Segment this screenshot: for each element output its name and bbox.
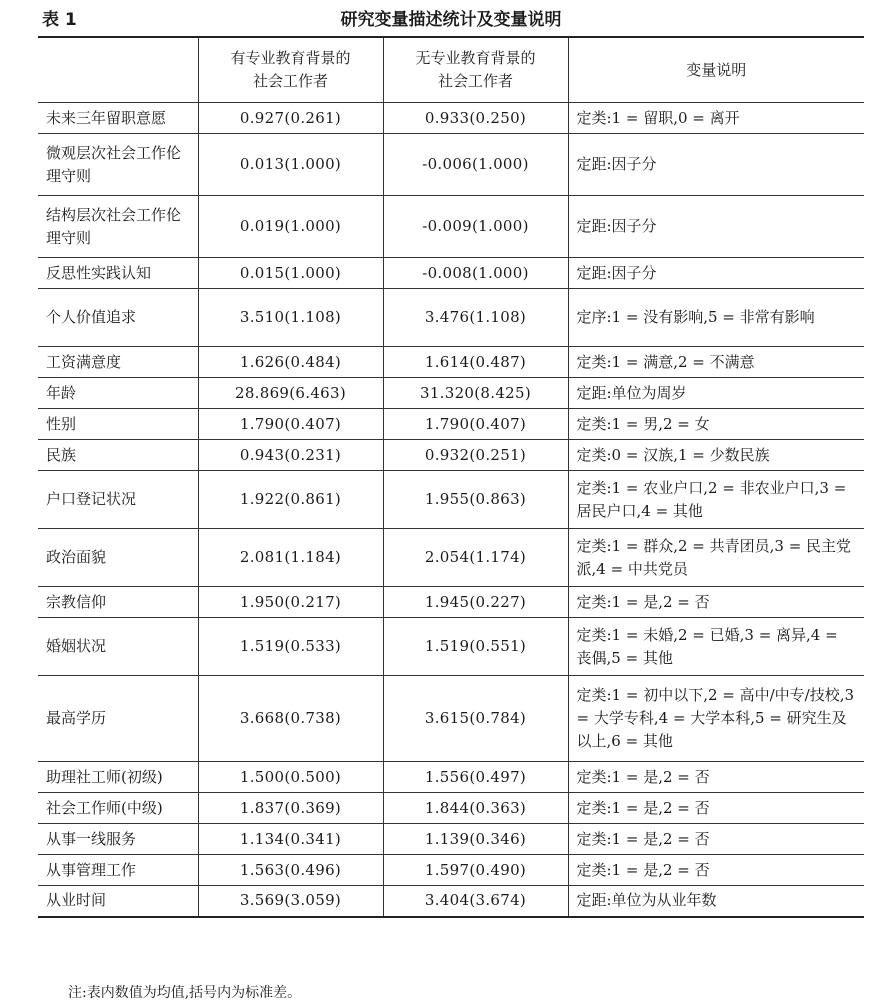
- without-background-value-cell: -0.006(1.000): [383, 134, 568, 196]
- with-background-value-cell: 1.500(0.500): [198, 762, 383, 793]
- variable-name-cell: 反思性实践认知: [38, 258, 198, 289]
- table-header-row: [38, 37, 864, 103]
- table-row: [38, 103, 864, 134]
- variable-description-cell: 定类:1 = 是,2 = 否: [568, 587, 864, 618]
- with-background-value-cell: 1.950(0.217): [198, 587, 383, 618]
- with-background-value-cell: 0.943(0.231): [198, 440, 383, 471]
- variable-description-cell: 定距:因子分: [568, 196, 864, 258]
- table-row: [38, 289, 864, 347]
- variable-name-cell: 宗教信仰: [38, 587, 198, 618]
- without-background-value-cell: 31.320(8.425): [383, 378, 568, 409]
- without-background-value-cell: 1.945(0.227): [383, 587, 568, 618]
- table-row: [38, 378, 864, 409]
- variable-description-cell: 定类:0 = 汉族,1 = 少数民族: [568, 440, 864, 471]
- with-background-value-cell: 2.081(1.184): [198, 529, 383, 587]
- with-background-value-cell: 1.134(0.341): [198, 824, 383, 855]
- variable-name-cell: 最高学历: [38, 676, 198, 762]
- variable-description-cell: 定类:1 = 是,2 = 否: [568, 793, 864, 824]
- table-row: [38, 134, 864, 196]
- without-background-value-cell: 1.844(0.363): [383, 793, 568, 824]
- variable-name-cell: 性别: [38, 409, 198, 440]
- without-background-value-cell: -0.009(1.000): [383, 196, 568, 258]
- table-title: 研究变量描述统计及变量说明: [340, 10, 562, 30]
- variable-description-cell: 定类:1 = 群众,2 = 共青团员,3 = 民主党派,4 = 中共党员: [568, 529, 864, 587]
- header-variable: [38, 37, 198, 103]
- with-background-value-cell: 0.019(1.000): [198, 196, 383, 258]
- table-row: [38, 793, 864, 824]
- variable-description-cell: 定类:1 = 满意,2 = 不满意: [568, 347, 864, 378]
- table-row: [38, 440, 864, 471]
- variable-name-cell: 社会工作师(中级): [38, 793, 198, 824]
- variable-description-cell: 定类:1 = 是,2 = 否: [568, 824, 864, 855]
- table-caption: [38, 8, 864, 34]
- table-row: [38, 258, 864, 289]
- without-background-value-cell: 0.932(0.251): [383, 440, 568, 471]
- variable-description-cell: 定距:单位为周岁: [568, 378, 864, 409]
- variable-name-cell: 工资满意度: [38, 347, 198, 378]
- with-background-value-cell: 0.927(0.261): [198, 103, 383, 134]
- with-background-value-cell: 28.869(6.463): [198, 378, 383, 409]
- without-background-value-cell: 1.597(0.490): [383, 855, 568, 886]
- with-background-value-cell: 1.626(0.484): [198, 347, 383, 378]
- header-with-background-line1: 有专业教育背景的: [230, 49, 351, 67]
- header-without-background-line1: 无专业教育背景的: [415, 49, 536, 67]
- variable-description-cell: 定距:因子分: [568, 258, 864, 289]
- table-row: [38, 886, 864, 917]
- header-with-background-line2: 社会工作者: [252, 72, 328, 90]
- variable-description-cell: 定类:1 = 男,2 = 女: [568, 409, 864, 440]
- table-row: [38, 529, 864, 587]
- with-background-value-cell: 3.510(1.108): [198, 289, 383, 347]
- without-background-value-cell: 3.615(0.784): [383, 676, 568, 762]
- table-row: [38, 676, 864, 762]
- variable-name-cell: 年龄: [38, 378, 198, 409]
- variable-name-cell: 助理社工师(初级): [38, 762, 198, 793]
- without-background-value-cell: 1.790(0.407): [383, 409, 568, 440]
- without-background-value-cell: 1.556(0.497): [383, 762, 568, 793]
- table-number: 表 1: [42, 10, 77, 30]
- with-background-value-cell: 3.569(3.059): [198, 886, 383, 917]
- header-with-background: [198, 37, 383, 103]
- table-row: [38, 855, 864, 886]
- variable-name-cell: 个人价值追求: [38, 289, 198, 347]
- statistics-table: [38, 36, 864, 918]
- table-row: [38, 471, 864, 529]
- without-background-value-cell: 1.955(0.863): [383, 471, 568, 529]
- header-description: 变量说明: [568, 37, 864, 103]
- with-background-value-cell: 0.015(1.000): [198, 258, 383, 289]
- variable-name-cell: 婚姻状况: [38, 618, 198, 676]
- variable-description-cell: 定类:1 = 初中以下,2 = 高中/中专/技校,3 = 大学专科,4 = 大学本科,5 = 研究生及以上,6 = 其他: [568, 676, 864, 762]
- variable-description-cell: 定序:1 = 没有影响,5 = 非常有影响: [568, 289, 864, 347]
- without-background-value-cell: 1.614(0.487): [383, 347, 568, 378]
- variable-name-cell: 政治面貌: [38, 529, 198, 587]
- without-background-value-cell: 0.933(0.250): [383, 103, 568, 134]
- variable-name-cell: 微观层次社会工作伦理守则: [38, 134, 198, 196]
- table-row: [38, 409, 864, 440]
- header-without-background-line2: 社会工作者: [437, 72, 513, 90]
- table-note: 注:表内数值为均值,括号内为标准差。: [68, 985, 302, 1001]
- without-background-value-cell: 1.519(0.551): [383, 618, 568, 676]
- variable-description-cell: 定类:1 = 是,2 = 否: [568, 762, 864, 793]
- with-background-value-cell: 3.668(0.738): [198, 676, 383, 762]
- without-background-value-cell: 3.476(1.108): [383, 289, 568, 347]
- variable-description-cell: 定距:单位为从业年数: [568, 886, 864, 917]
- variable-description-cell: 定距:因子分: [568, 134, 864, 196]
- without-background-value-cell: 3.404(3.674): [383, 886, 568, 917]
- variable-name-cell: 户口登记状况: [38, 471, 198, 529]
- table-row: [38, 196, 864, 258]
- variable-description-cell: 定类:1 = 留职,0 = 离开: [568, 103, 864, 134]
- variable-description-cell: 定类:1 = 农业户口,2 = 非农业户口,3 = 居民户口,4 = 其他: [568, 471, 864, 529]
- variable-name-cell: 结构层次社会工作伦理守则: [38, 196, 198, 258]
- variable-name-cell: 民族: [38, 440, 198, 471]
- with-background-value-cell: 1.563(0.496): [198, 855, 383, 886]
- with-background-value-cell: 1.922(0.861): [198, 471, 383, 529]
- variable-description-cell: 定类:1 = 未婚,2 = 已婚,3 = 离异,4 = 丧偶,5 = 其他: [568, 618, 864, 676]
- variable-name-cell: 未来三年留职意愿: [38, 103, 198, 134]
- with-background-value-cell: 1.790(0.407): [198, 409, 383, 440]
- table-row: [38, 762, 864, 793]
- variable-name-cell: 从业时间: [38, 886, 198, 917]
- table-body: [38, 103, 864, 917]
- table-row: [38, 618, 864, 676]
- with-background-value-cell: 1.519(0.533): [198, 618, 383, 676]
- header-without-background: [383, 37, 568, 103]
- without-background-value-cell: 2.054(1.174): [383, 529, 568, 587]
- table-row: [38, 824, 864, 855]
- table-row: [38, 587, 864, 618]
- without-background-value-cell: 1.139(0.346): [383, 824, 568, 855]
- table-row: [38, 347, 864, 378]
- with-background-value-cell: 0.013(1.000): [198, 134, 383, 196]
- variable-name-cell: 从事一线服务: [38, 824, 198, 855]
- with-background-value-cell: 1.837(0.369): [198, 793, 383, 824]
- variable-name-cell: 从事管理工作: [38, 855, 198, 886]
- variable-description-cell: 定类:1 = 是,2 = 否: [568, 855, 864, 886]
- without-background-value-cell: -0.008(1.000): [383, 258, 568, 289]
